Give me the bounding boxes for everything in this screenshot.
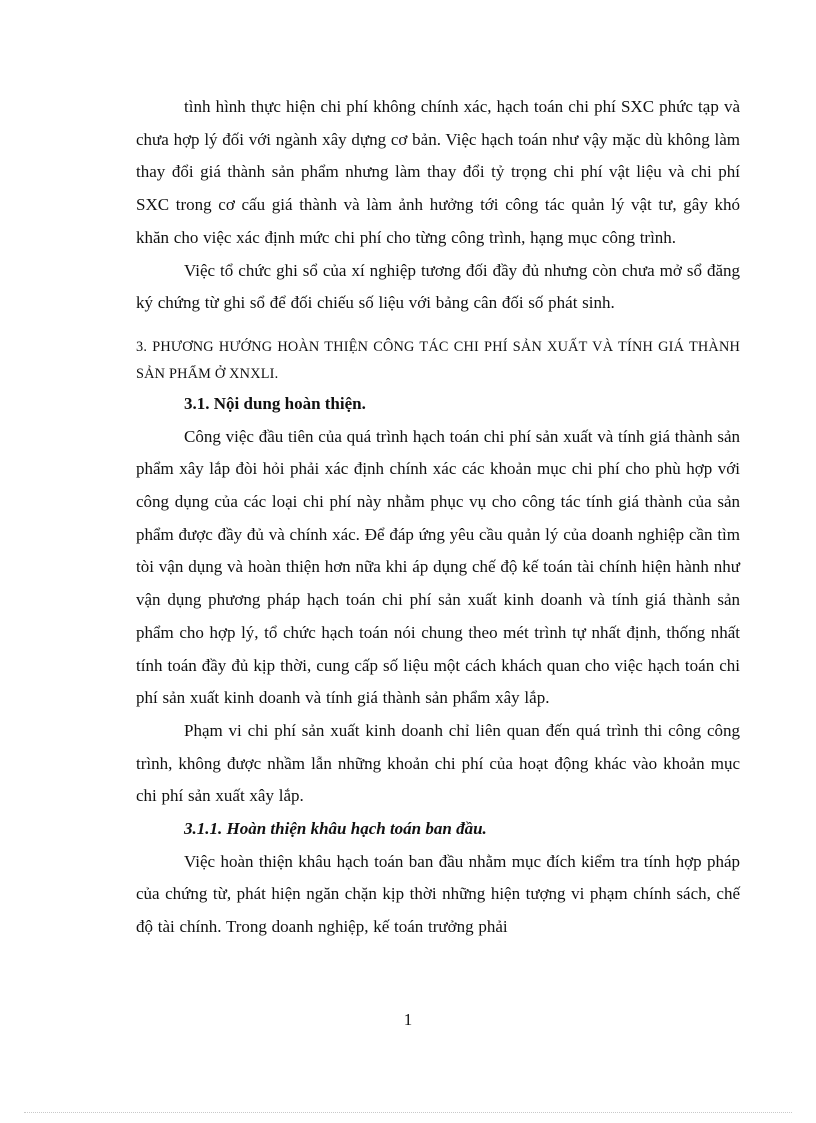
paragraph-content-2: Phạm vi chi phí sản xuất kinh doanh chỉ liên quan đến quá trình thi công công trình, không được nhầm lẫn những khoản chi phí của hoạt động khác vào khoản mục chi phí sản xuất xây lắp.	[136, 720, 740, 806]
subheading-content: 3.1. Nội dung hoàn thiện.	[184, 393, 366, 413]
paragraph-intro-1: tình hình thực hiện chi phí không chính xác, hạch toán chi phí SXC phức tạp và chưa hợp lý đối với ngành xây dựng cơ bản. Việc hạch toán như vậy mặc dù không làm thay đổi giá thành sản phẩm nhưng làm thay đổi tỷ trọng chi phí vật liệu và chi phí SXC trong cơ cấu giá thành và làm ảnh hưởng tới công tác quản lý vật tư, gây khó khăn cho việc xác định mức chi phí cho từng công trình, hạng mục công trình.	[136, 97, 740, 247]
page-number: 1	[403, 1010, 413, 1029]
document-page	[136, 91, 740, 944]
paragraph-content-1: Công việc đầu tiên của quá trình hạch toán chi phí sản xuất và tính giá thành sản phẩm xây lắp đòi hỏi phải xác định chính xác các khoản mục chi phí cho phù hợp với công dụng của các loại chi phí này nhằm phục vụ cho công tác tính giá thành của sản phẩm được đầy đủ và chính xác. Để đáp ứng yêu cầu quản lý của doanh nghiệp cần tìm tòi vận dụng và hoàn thiện hơn nữa khi áp dụng chế độ kế toán tài chính hiện hành như vận dụng phương pháp hạch toán chi phí sản xuất kinh doanh và tính giá thành sản phẩm cho hợp lý, tổ chức hạch toán nói chung theo mét trình tự nhất định, thống nhất tính toán đầy đủ kịp thời, cung cấp số liệu một cách khách quan cho việc hạch toán chi phí sản xuất kinh doanh và tính giá thành sản phẩm xây lắp.	[136, 426, 740, 708]
section-heading: 3. PHƯƠNG HƯỚNG HOÀN THIỆN CÔNG TÁC CHI PHÍ SẢN XUẤT VÀ TÍNH GIÁ THÀNH SẢN PHẨM Ở XNXLI.	[136, 338, 740, 382]
subheading-initial-accounting: 3.1.1. Hoàn thiện khâu hạch toán ban đầu.	[184, 819, 487, 839]
paragraph-final: Việc hoàn thiện khâu hạch toán ban đầu nhằm mục đích kiểm tra tính hợp pháp của chứng từ, phát hiện ngăn chặn kịp thời những hiện tượng vi phạm chính sách, chế độ tài chính. Trong doanh nghiệp, kế toán trưởng phải	[136, 851, 740, 937]
paragraph-intro-2: Việc tổ chức ghi sổ của xí nghiệp tương đối đầy đủ nhưng còn chưa mở sổ đăng ký chứng từ ghi sổ để đối chiếu số liệu với bảng cân đối số phát sinh.	[136, 260, 740, 313]
page-bottom-divider	[24, 1112, 792, 1113]
